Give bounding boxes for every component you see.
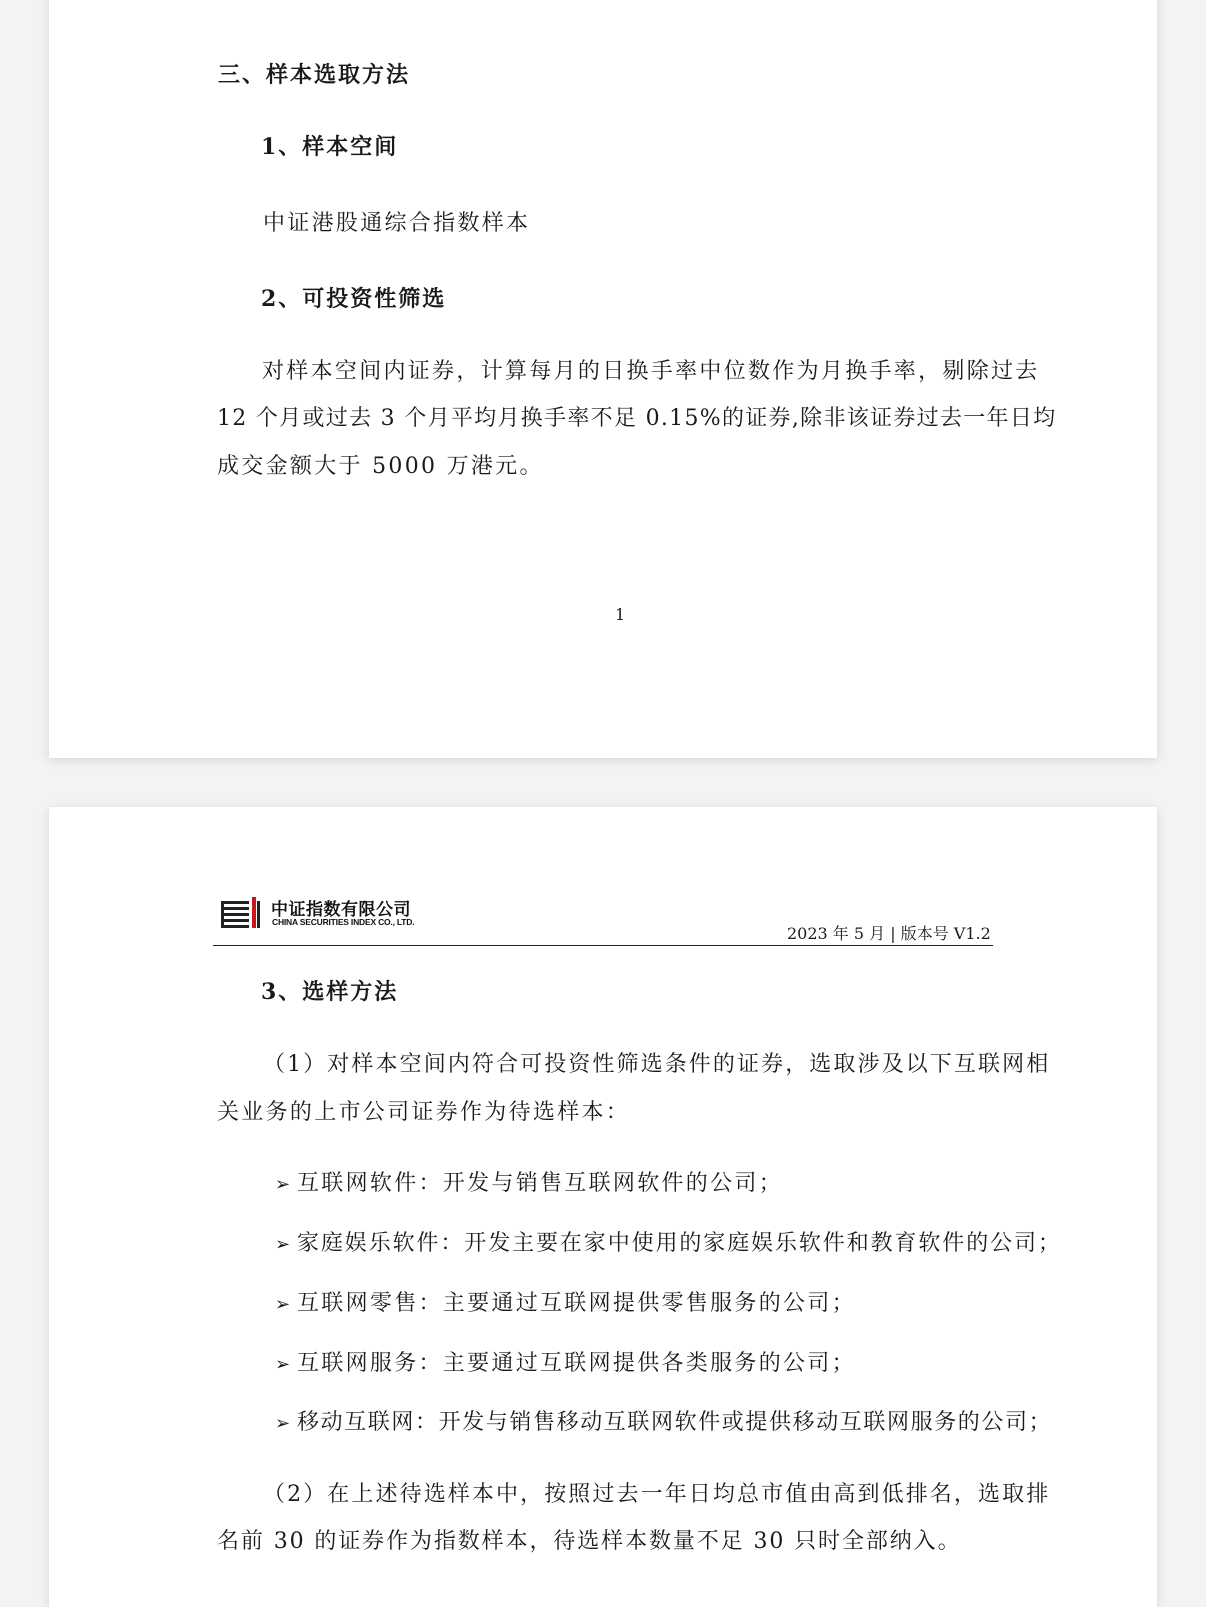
document-page-2 bbox=[49, 807, 1157, 1607]
subsection-heading-sample-space: 1、样本空间 bbox=[261, 134, 399, 160]
version-info: 2023 年 5 月 | 版本号 V1.2 bbox=[787, 924, 991, 943]
arrow-bullet-icon: ➢ bbox=[275, 1234, 291, 1255]
list-item: ➢ 互联网零售：主要通过互联网提供零售服务的公司； bbox=[275, 1291, 856, 1316]
page-number: 1 bbox=[615, 605, 626, 624]
investability-line-2: 12 个月或过去 3 个月平均月换手率不足 0.15%的证券,除非该证券过去一年日均 bbox=[217, 406, 1057, 431]
arrow-bullet-icon: ➢ bbox=[275, 1174, 291, 1195]
logo-english-name: CHINA SECURITIES INDEX CO., LTD. bbox=[272, 917, 415, 927]
arrow-bullet-icon: ➢ bbox=[275, 1354, 291, 1375]
selection-para1-line-1: （1）对样本空间内符合可投资性筛选条件的证券，选取涉及以下互联网相 bbox=[263, 1052, 1051, 1077]
sample-space-text: 中证港股通综合指数样本 bbox=[263, 211, 531, 236]
selection-para2-line-1: （2）在上述待选样本中，按照过去一年日均总市值由高到低排名，选取排 bbox=[263, 1482, 1051, 1507]
subsection-heading-investability: 2、可投资性筛选 bbox=[261, 286, 447, 312]
list-item: ➢ 互联网服务：主要通过互联网提供各类服务的公司； bbox=[275, 1351, 856, 1376]
investability-line-3: 成交金额大于 5000 万港元。 bbox=[217, 454, 544, 479]
document-page-1 bbox=[49, 0, 1157, 758]
company-logo bbox=[221, 895, 441, 939]
arrow-bullet-icon: ➢ bbox=[275, 1294, 291, 1315]
subsection-heading-selection-method: 3、选样方法 bbox=[261, 979, 399, 1005]
selection-para2-line-2: 名前 30 的证券作为指数样本，待选样本数量不足 30 只时全部纳入。 bbox=[217, 1529, 962, 1554]
list-item: ➢ 家庭娱乐软件：开发主要在家中使用的家庭娱乐软件和教育软件的公司； bbox=[275, 1231, 1062, 1256]
arrow-bullet-icon: ➢ bbox=[275, 1413, 291, 1434]
header-divider bbox=[213, 945, 993, 946]
list-item: ➢ 移动互联网：开发与销售移动互联网软件或提供移动互联网服务的公司； bbox=[275, 1410, 1053, 1435]
logo-chinese-name: 中证指数有限公司 bbox=[271, 900, 411, 920]
section-heading: 三、样本选取方法 bbox=[218, 62, 411, 88]
investability-line-1: 对样本空间内证券，计算每月的日换手率中位数作为月换手率，剔除过去 bbox=[262, 359, 1040, 384]
csi-logo-icon bbox=[221, 897, 265, 933]
list-item: ➢ 互联网软件：开发与销售互联网软件的公司； bbox=[275, 1171, 784, 1196]
selection-para1-line-2: 关业务的上市公司证券作为待选样本： bbox=[217, 1100, 631, 1125]
